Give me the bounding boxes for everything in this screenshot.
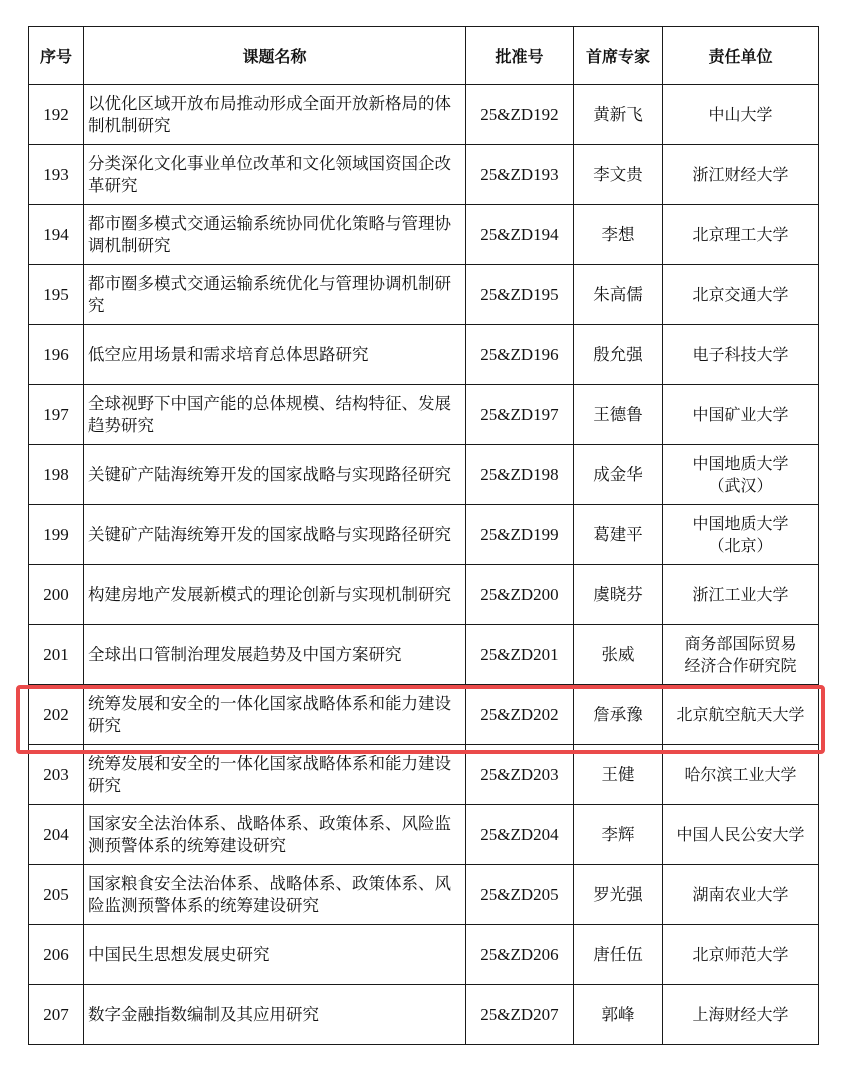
cell-approval: 25&ZD199 <box>466 505 574 565</box>
unit-line: 中国矿业大学 <box>692 404 789 424</box>
cell-expert: 殷允强 <box>574 325 663 385</box>
cell-title: 都市圈多模式交通运输系统协同优化策略与管理协调机制研究 <box>84 205 466 265</box>
table-row <box>29 805 819 865</box>
cell-title: 全球视野下中国产能的总体规模、结构特征、发展趋势研究 <box>84 385 466 445</box>
table-row <box>29 85 819 145</box>
unit-line: 浙江工业大学 <box>692 584 789 604</box>
cell-no: 197 <box>29 385 84 445</box>
table-row <box>29 205 819 265</box>
cell-no: 199 <box>29 505 84 565</box>
cell-expert: 李辉 <box>574 805 663 865</box>
cell-expert: 郭峰 <box>574 985 663 1045</box>
unit-line: 上海财经大学 <box>692 1004 789 1024</box>
unit-line: 哈尔滨工业大学 <box>684 764 797 784</box>
cell-no: 193 <box>29 145 84 205</box>
project-table <box>28 26 819 1045</box>
cell-no: 195 <box>29 265 84 325</box>
cell-unit <box>663 985 819 1045</box>
cell-title: 分类深化文化事业单位改革和文化领域国资国企改革研究 <box>84 145 466 205</box>
unit-line: 中国人民公安大学 <box>676 824 805 844</box>
cell-title: 低空应用场景和需求培育总体思路研究 <box>84 325 466 385</box>
table-row <box>29 985 819 1045</box>
table-row <box>29 565 819 625</box>
table-body <box>29 85 819 1045</box>
unit-line: 中山大学 <box>708 104 773 124</box>
cell-unit <box>663 85 819 145</box>
header-approval: 批准号 <box>466 27 574 85</box>
cell-title: 统筹发展和安全的一体化国家战略体系和能力建设研究 <box>84 745 466 805</box>
cell-expert: 唐任伍 <box>574 925 663 985</box>
cell-title: 构建房地产发展新模式的理论创新与实现机制研究 <box>84 565 466 625</box>
cell-approval: 25&ZD203 <box>466 745 574 805</box>
cell-no: 207 <box>29 985 84 1045</box>
cell-approval: 25&ZD201 <box>466 625 574 685</box>
cell-approval: 25&ZD200 <box>466 565 574 625</box>
cell-title: 统筹发展和安全的一体化国家战略体系和能力建设研究 <box>84 685 466 745</box>
cell-title: 关键矿产陆海统筹开发的国家战略与实现路径研究 <box>84 505 466 565</box>
table-row <box>29 865 819 925</box>
cell-unit <box>663 565 819 625</box>
cell-expert: 虞晓芬 <box>574 565 663 625</box>
cell-title: 都市圈多模式交通运输系统优化与管理协调机制研究 <box>84 265 466 325</box>
unit-line: 经济合作研究院 <box>684 655 797 675</box>
cell-approval: 25&ZD197 <box>466 385 574 445</box>
cell-expert: 李文贵 <box>574 145 663 205</box>
header-title: 课题名称 <box>84 27 466 85</box>
cell-no: 198 <box>29 445 84 505</box>
cell-expert: 黄新飞 <box>574 85 663 145</box>
cell-no: 200 <box>29 565 84 625</box>
cell-unit <box>663 265 819 325</box>
cell-unit <box>663 925 819 985</box>
cell-title: 以优化区域开放布局推动形成全面开放新格局的体制机制研究 <box>84 85 466 145</box>
cell-title: 中国民生思想发展史研究 <box>84 925 466 985</box>
table-row <box>29 925 819 985</box>
cell-approval: 25&ZD202 <box>466 685 574 745</box>
unit-line: 商务部国际贸易 <box>684 633 797 653</box>
cell-no: 194 <box>29 205 84 265</box>
cell-approval: 25&ZD198 <box>466 445 574 505</box>
unit-line: 湖南农业大学 <box>692 884 789 904</box>
cell-no: 203 <box>29 745 84 805</box>
cell-title: 关键矿产陆海统筹开发的国家战略与实现路径研究 <box>84 445 466 505</box>
cell-no: 196 <box>29 325 84 385</box>
cell-no: 205 <box>29 865 84 925</box>
table-row <box>29 325 819 385</box>
cell-unit <box>663 385 819 445</box>
cell-unit <box>663 745 819 805</box>
cell-approval: 25&ZD195 <box>466 265 574 325</box>
cell-no: 201 <box>29 625 84 685</box>
table-row <box>29 625 819 685</box>
table-row <box>29 265 819 325</box>
cell-expert: 成金华 <box>574 445 663 505</box>
cell-approval: 25&ZD196 <box>466 325 574 385</box>
table-row <box>29 745 819 805</box>
cell-approval: 25&ZD206 <box>466 925 574 985</box>
cell-unit <box>663 625 819 685</box>
cell-expert: 葛建平 <box>574 505 663 565</box>
unit-line: 北京理工大学 <box>692 224 789 244</box>
cell-approval: 25&ZD192 <box>466 85 574 145</box>
cell-unit <box>663 445 819 505</box>
cell-approval: 25&ZD205 <box>466 865 574 925</box>
cell-unit <box>663 685 819 745</box>
table-row <box>29 505 819 565</box>
cell-approval: 25&ZD194 <box>466 205 574 265</box>
header-unit: 责任单位 <box>663 27 819 85</box>
cell-unit <box>663 865 819 925</box>
unit-line: （武汉） <box>708 475 773 495</box>
cell-expert: 罗光强 <box>574 865 663 925</box>
cell-approval: 25&ZD204 <box>466 805 574 865</box>
unit-line: 电子科技大学 <box>692 344 789 364</box>
table-row <box>29 685 819 745</box>
table-row <box>29 145 819 205</box>
unit-line: 北京交通大学 <box>692 284 789 304</box>
cell-approval: 25&ZD207 <box>466 985 574 1045</box>
header-no: 序号 <box>29 27 84 85</box>
cell-expert: 朱高儒 <box>574 265 663 325</box>
cell-unit <box>663 145 819 205</box>
cell-expert: 李想 <box>574 205 663 265</box>
cell-title: 国家安全法治体系、战略体系、政策体系、风险监测预警体系的统筹建设研究 <box>84 805 466 865</box>
unit-line: 中国地质大学 <box>692 513 789 533</box>
cell-unit <box>663 505 819 565</box>
project-table-sheet <box>28 26 818 1045</box>
unit-line: 北京师范大学 <box>692 944 789 964</box>
table-row <box>29 385 819 445</box>
table-header-row <box>29 27 819 85</box>
unit-line: （北京） <box>708 535 773 555</box>
cell-unit <box>663 805 819 865</box>
header-expert: 首席专家 <box>574 27 663 85</box>
unit-line: 中国地质大学 <box>692 453 789 473</box>
cell-no: 206 <box>29 925 84 985</box>
cell-unit <box>663 205 819 265</box>
cell-title: 数字金融指数编制及其应用研究 <box>84 985 466 1045</box>
cell-no: 192 <box>29 85 84 145</box>
cell-no: 202 <box>29 685 84 745</box>
cell-unit <box>663 325 819 385</box>
unit-line: 浙江财经大学 <box>692 164 789 184</box>
cell-title: 国家粮食安全法治体系、战略体系、政策体系、风险监测预警体系的统筹建设研究 <box>84 865 466 925</box>
cell-expert: 王德鲁 <box>574 385 663 445</box>
table-row <box>29 445 819 505</box>
cell-expert: 张威 <box>574 625 663 685</box>
unit-line: 北京航空航天大学 <box>676 704 805 724</box>
cell-expert: 王健 <box>574 745 663 805</box>
cell-approval: 25&ZD193 <box>466 145 574 205</box>
cell-title: 全球出口管制治理发展趋势及中国方案研究 <box>84 625 466 685</box>
cell-no: 204 <box>29 805 84 865</box>
cell-expert: 詹承豫 <box>574 685 663 745</box>
